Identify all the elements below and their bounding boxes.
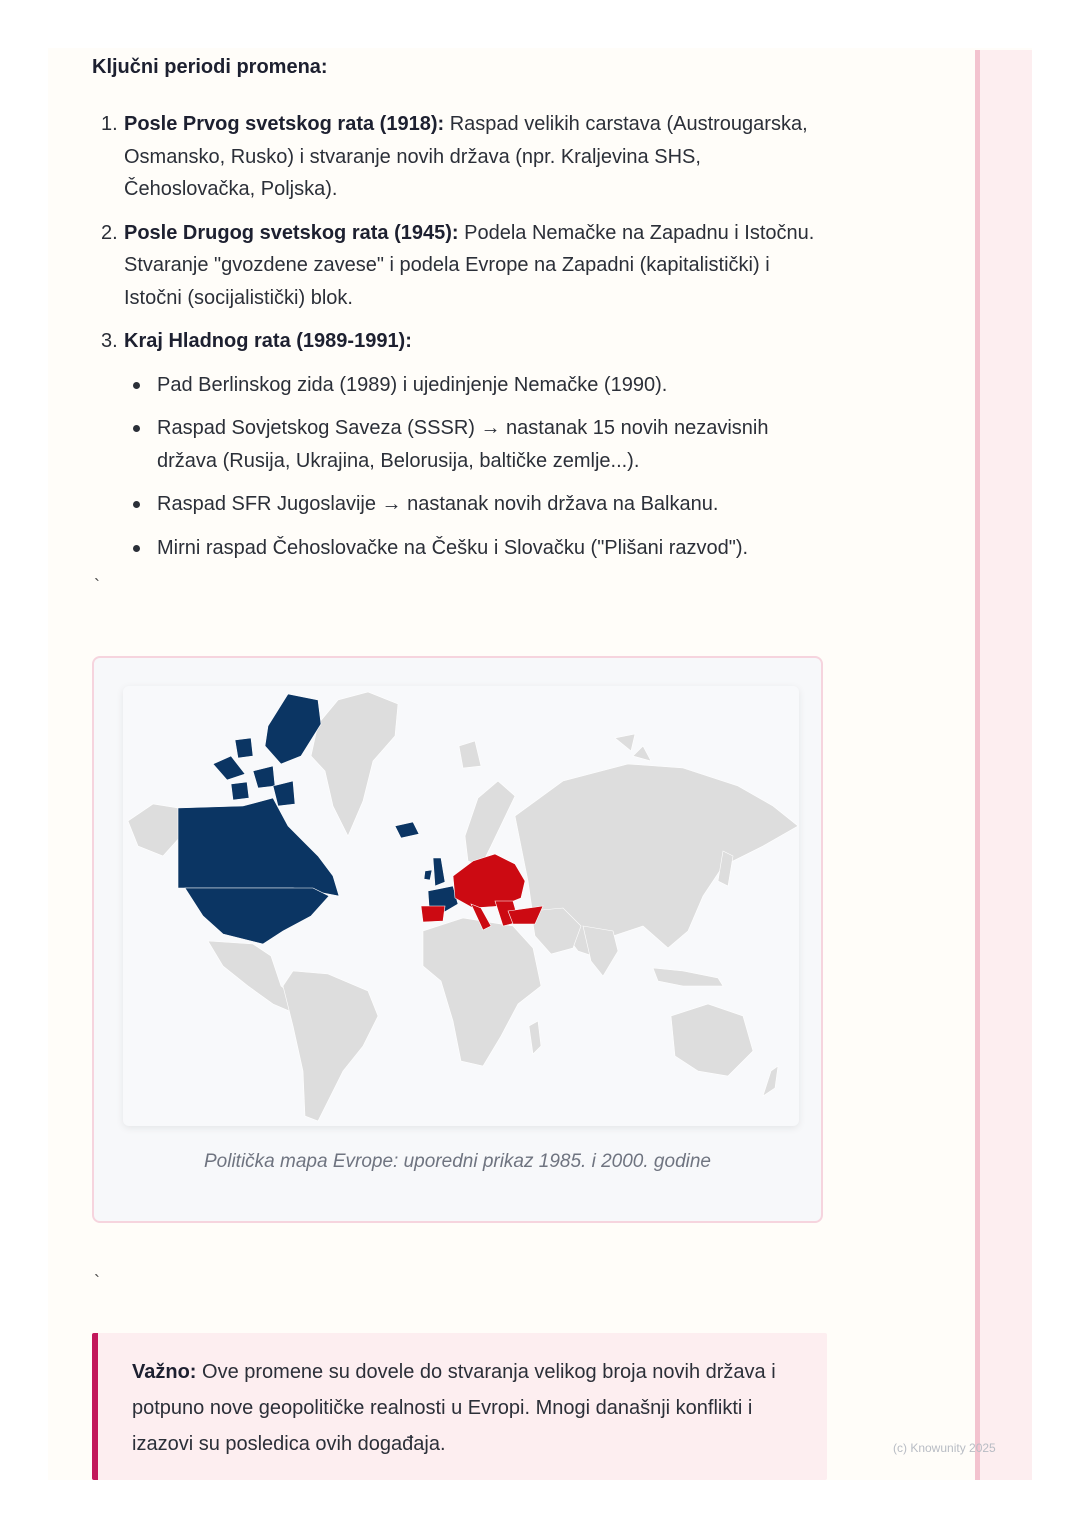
red-region-shape [453,854,525,908]
land-shape [423,918,541,1066]
land-shape [283,971,378,1121]
period-term: Posle Drugog svetskog rata (1945): [124,221,459,244]
side-margin-line [975,50,980,1480]
blue-region-shape [178,798,339,896]
blue-region-shape [185,888,329,944]
periods-list [92,108,832,575]
side-margin-strip [975,50,1032,1480]
world-map [123,686,799,1126]
period-term: Posle Prvog svetskog rata (1918): [124,113,445,135]
bullet-dot [133,382,140,389]
stray-backtick: ` [94,1272,100,1292]
period-item [92,108,832,206]
note-label: Važno: [132,1361,197,1383]
land-shape [653,968,723,986]
blue-region-shape [231,782,249,800]
blue-region-shape [395,822,419,838]
bullet-dot [133,425,140,432]
map-figure-card [92,656,823,1223]
copyright-text: (c) Knowunity 2025 [893,1441,996,1455]
note-paragraph [132,1354,802,1462]
land-shape [459,741,481,768]
bullet-item [124,369,832,402]
period-bullets [124,369,832,565]
period-term: Kraj Hladnog rata (1989-1991): [124,330,412,352]
bullet-item [124,488,832,521]
period-number: 3. [101,330,118,352]
blue-region-shape [253,766,275,788]
world-map-svg [123,686,799,1126]
period-text: Raspad velikih carstava (Austrougarska, Osmansko, Rusko) i stvaranje novih država (npr. Kraljevina SHS, Čehoslovačka, Poljska). [124,113,808,200]
period-item [92,217,832,315]
blue-region-shape [424,870,432,880]
bullet-text: Pad Berlinskog zida (1989) i ujedinjenje Nemačke (1990). [157,373,668,396]
important-note [92,1333,827,1480]
period-number: 2. [101,221,118,244]
period-item [92,325,832,564]
map-caption: Politička mapa Evrope: uporedni prikaz 1985. i 2000. godine [204,1151,711,1172]
stray-backtick: ` [94,576,100,596]
land-shape [671,1004,753,1076]
bullet-text: Raspad SFR Jugoslavije → nastanak novih država na Balkanu. [157,493,719,515]
period-number: 1. [101,113,118,135]
land-shape [615,734,635,751]
bullet-dot [133,545,140,552]
bullet-text: Raspad Sovjetskog Saveza (SSSR) → nastanak 15 novih nezavisnih država (Rusija, Ukrajina, Belorusija, baltičke zemlje...). [157,417,769,472]
bullet-item [124,412,832,477]
land-shape [763,1066,778,1096]
bullet-text: Mirni raspad Čehoslovačke na Češku i Slovačku ("Plišani razvod"). [157,536,749,559]
land-shape [128,804,181,856]
land-shape [633,746,651,761]
land-shape [311,692,398,836]
red-region-shape [421,906,445,922]
section-heading: Ključni periodi promena: [92,56,328,78]
blue-region-shape [433,858,445,886]
period-text: Podela Nemačke na Zapadnu i Istočnu. Stvaranje "gvozdene zavese" i podela Evrope na Zapadni (kapitalistički) i Istočni (socijalistički) blok. [124,221,815,309]
blue-region-shape [235,738,253,758]
blue-region-shape [273,781,295,806]
bullet-dot [133,501,140,508]
land-shape [465,781,515,866]
blue-region-shape [213,756,245,780]
note-text: Ove promene su dovele do stvaranja velikog broja novih država i potpuno nove geopolitičke realnosti u Evropi. Mnogi današnji konflikti i izazovi su posledica ovih događaja. [132,1361,776,1455]
bullet-item [124,532,832,565]
land-shape [529,1021,541,1054]
